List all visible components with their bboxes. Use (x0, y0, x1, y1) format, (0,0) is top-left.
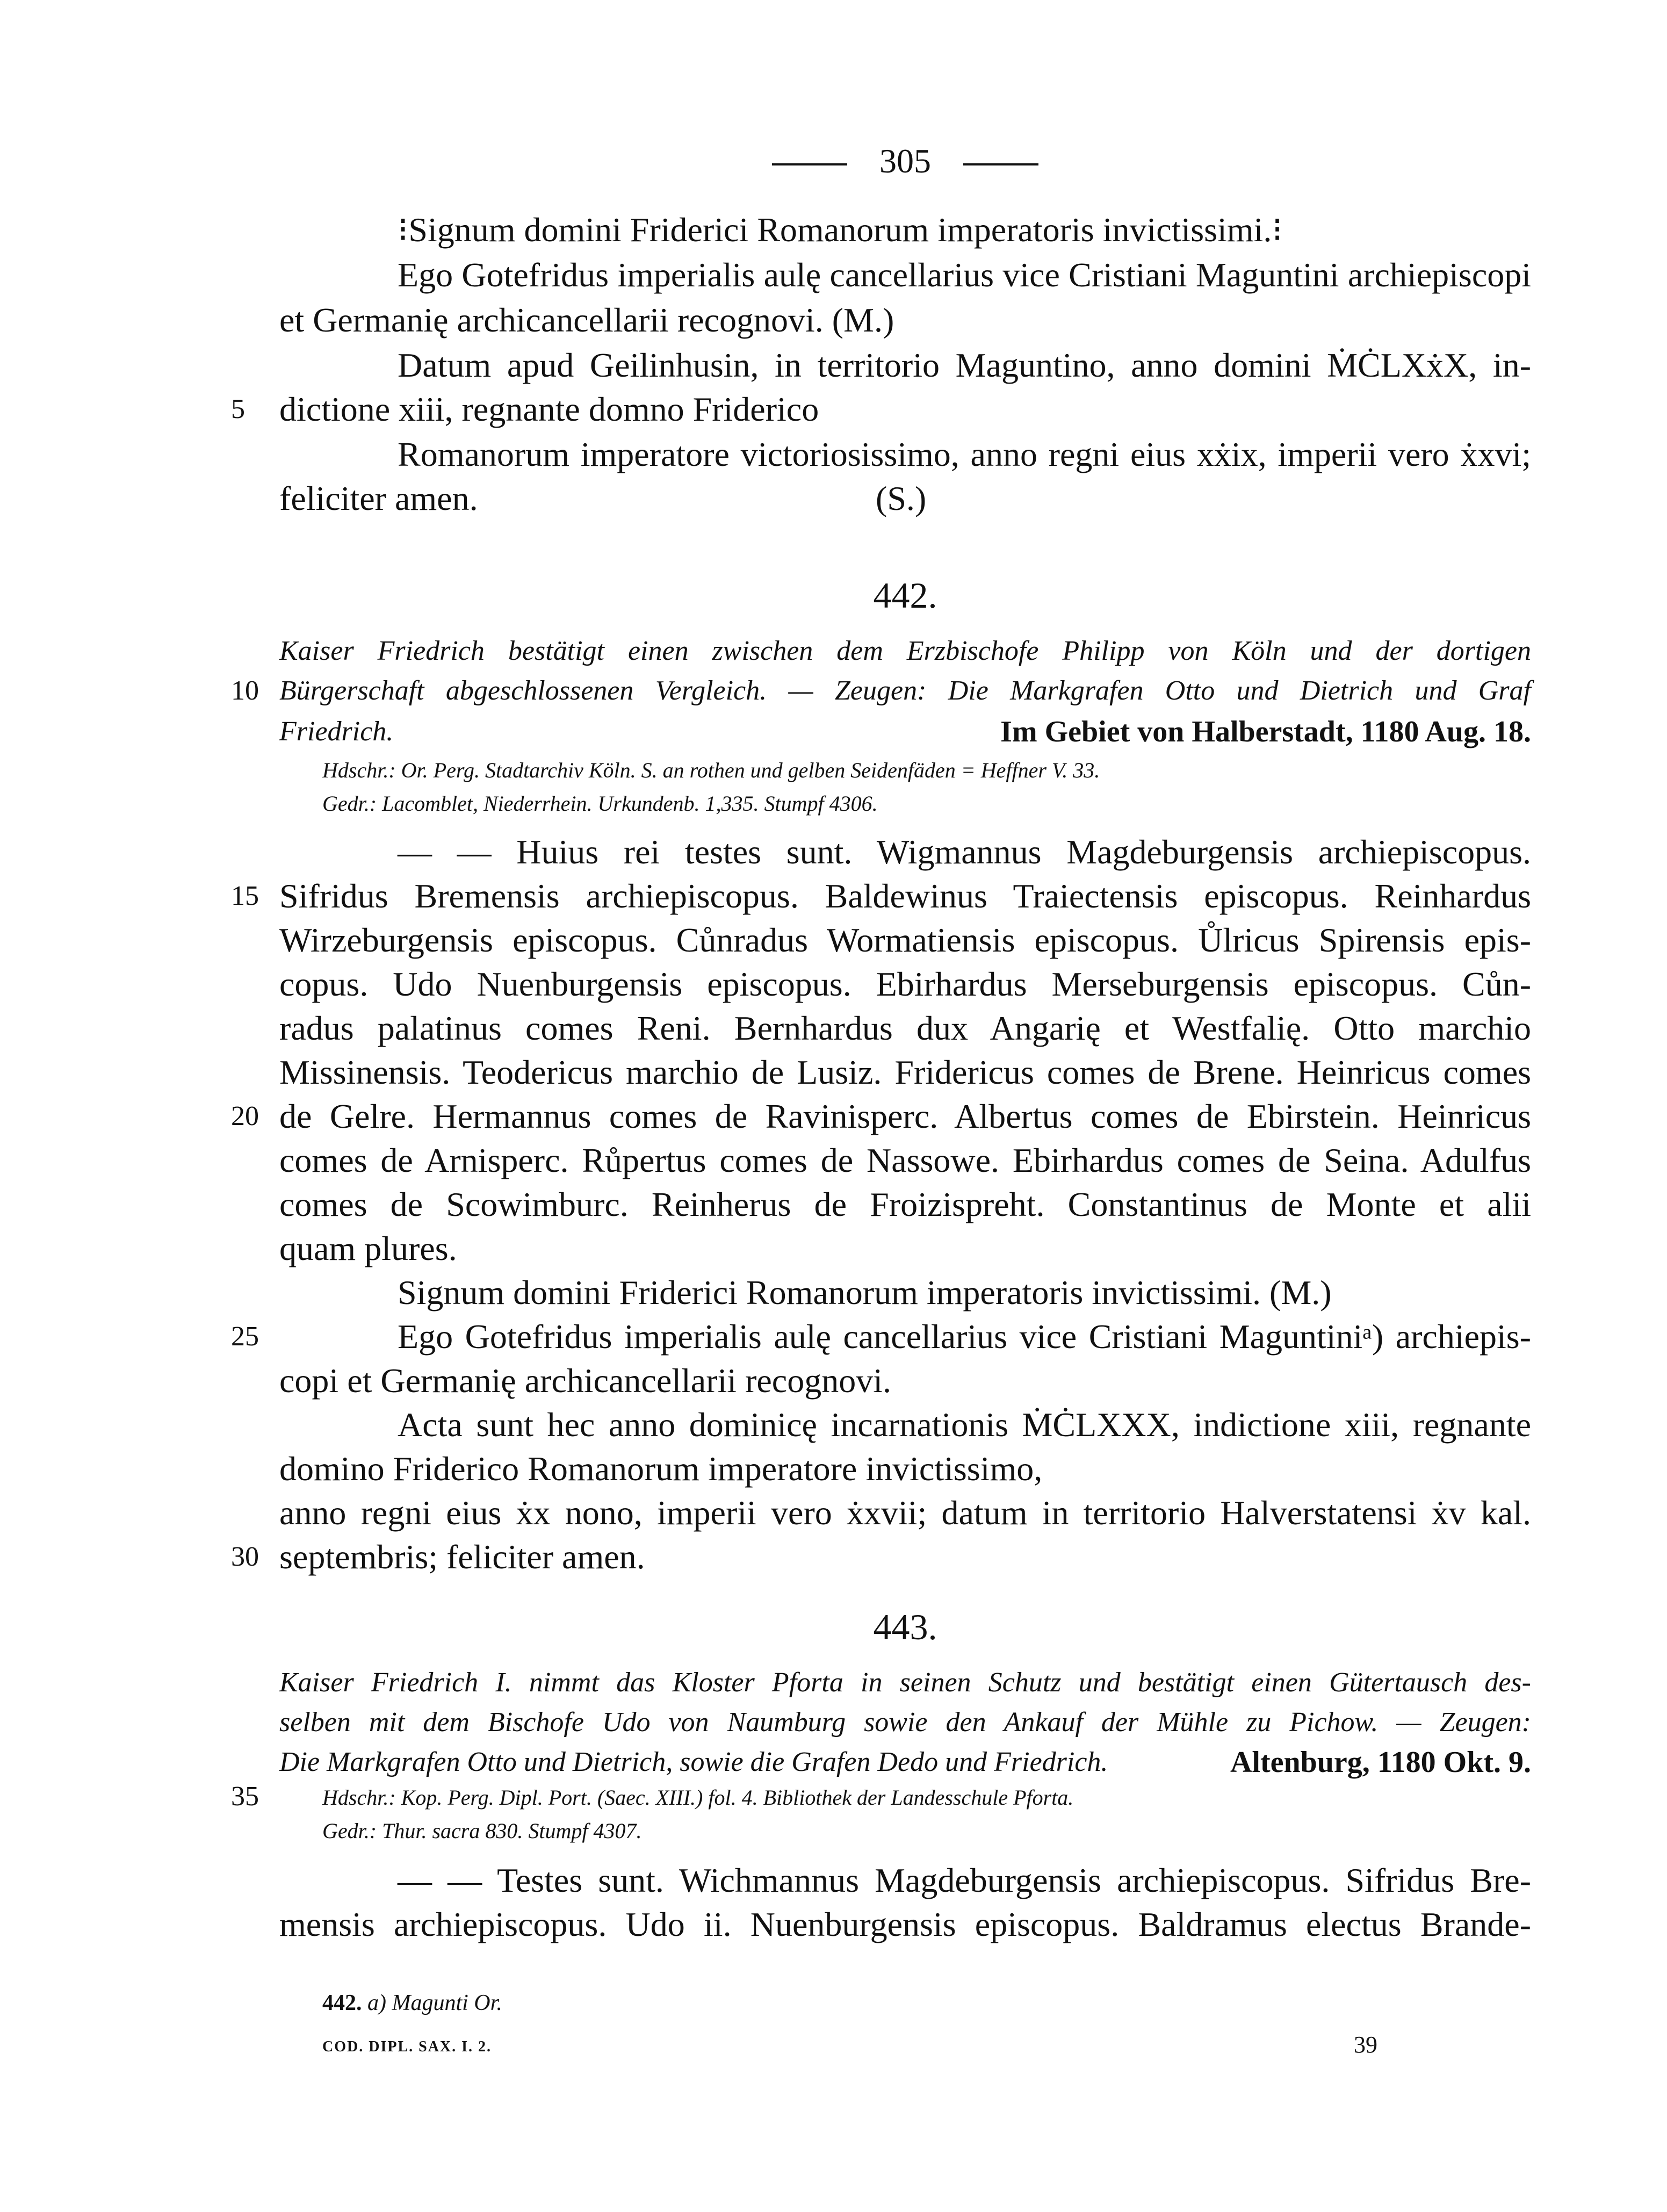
regest-line-last (279, 715, 1531, 749)
text-line: domino Friderico Romanorum imperatore invictissimo, (279, 1450, 1043, 1488)
text-line: Signum domini Friderici Romanorum imperatoris invictissimi. (M.) (398, 1273, 1332, 1312)
line-number: 15 (231, 881, 259, 911)
regest-line: Bürgerschaft abgeschlossenen Vergleich. — Zeugen: Die Markgrafen Otto und Dietrich und Graf (279, 675, 1531, 706)
page-header (279, 140, 1531, 183)
signature-left: COD. DIPL. SAX. I. 2. (322, 2038, 492, 2055)
line-number: 30 (231, 1541, 259, 1572)
text-line: anno regni eius ẋx nono, imperii vero ẋxvii; datum in territorio Halverstatensi ẋv kal. (279, 1494, 1531, 1532)
regest-line: Kaiser Friedrich I. nimmt das Kloster Pforta in seinen Schutz und bestätigt einen Gütertausch des- (279, 1667, 1531, 1698)
place-date: Altenburg, 1180 Okt. 9. (1230, 1746, 1531, 1779)
text-line: dictione xiii, regnante domno Friderico (279, 390, 819, 428)
regest-line: Kaiser Friedrich bestätigt einen zwischen dem Erzbischofe Philipp von Köln und der dortigen (279, 636, 1531, 666)
seal-mark: (S.) (876, 479, 927, 517)
line-number: 20 (231, 1101, 259, 1132)
page-number: 305 (879, 142, 931, 180)
text-line: Wirzeburgensis episcopus. Cůnradus Wormatiensis episcopus. Ůlricus Spirensis epis- (279, 921, 1531, 959)
text-line: comes de Scowimburc. Reinherus de Froizispreht. Constantinus de Monte et alii (279, 1185, 1531, 1223)
text-line: radus palatinus comes Reni. Bernhardus dux Angarię et Westfalię. Otto marchio (279, 1009, 1531, 1047)
text-line: septembris; feliciter amen. (279, 1538, 645, 1576)
header-rule-right (963, 163, 1038, 165)
line-number: 10 (231, 675, 259, 706)
text-line: comes de Arnisperc. Růpertus comes de Nassowe. Ebirhardus comes de Seina. Adulfus (279, 1141, 1531, 1179)
signature-right: 39 (1354, 2031, 1377, 2058)
text-line: Acta sunt hec anno dominicę incarnationis ṀĊLXXX, indictione xiii, regnante (398, 1406, 1531, 1444)
text-line: — — Testes sunt. Wichmannus Magdeburgensis archiepiscopus. Sifridus Bre- (398, 1861, 1531, 1899)
source-line: Hdschr.: Or. Perg. Stadtarchiv Köln. S. an rothen und gelben Seidenfäden = Heffner V. 33. (322, 758, 1100, 782)
document-number: 442. (873, 575, 937, 616)
regest-text: Die Markgrafen Otto und Dietrich, sowie die Grafen Dedo und Friedrich. (279, 1747, 1108, 1777)
place-date: Im Gebiet von Halberstadt, 1180 Aug. 18. (1000, 715, 1531, 748)
line-number: 25 (231, 1321, 259, 1352)
header-rule-left (772, 163, 847, 165)
text-line: copi et Germanię archicancellarii recognovi. (279, 1361, 891, 1400)
source-line: Gedr.: Lacomblet, Niederrhein. Urkundenb. 1,335. Stumpf 4306. (322, 791, 878, 816)
source-line: Gedr.: Thur. sacra 830. Stumpf 4307. (322, 1819, 642, 1843)
text-line: de Gelre. Hermannus comes de Ravinisperc. Albertus comes de Ebirstein. Heinricus (279, 1097, 1531, 1135)
footnote-ref: 442. (322, 1991, 362, 2015)
text-line: et Germanię archicancellarii recognovi. (M.) (279, 301, 894, 339)
text-line: ⁝Signum domini Friderici Romanorum imperatoris invictissimi.⁝ (398, 211, 1283, 249)
source-line: Hdschr.: Kop. Perg. Dipl. Port. (Saec. XIII.) fol. 4. Bibliothek der Landesschule Pforta. (322, 1785, 1074, 1810)
document-number: 443. (873, 1606, 937, 1647)
text-line: Ego Gotefridus imperialis aulę cancellarius vice Cristiani Maguntini archiepiscopi (398, 256, 1531, 294)
line-number: 35 (231, 1781, 259, 1812)
text-line: Sifridus Bremensis archiepiscopus. Baldewinus Traiectensis episcopus. Reinhardus (279, 877, 1531, 915)
text-line: Romanorum imperatore victoriosissimo, anno regni eius xẋix, imperii vero ẋxvi; (398, 435, 1531, 473)
text-line: Ego Gotefridus imperialis aulę cancellarius vice Cristiani Maguntiniᵃ) archiepis- (398, 1317, 1531, 1356)
text-line: copus. Udo Nuenburgensis episcopus. Ebirhardus Merseburgensis episcopus. Cůn- (279, 965, 1531, 1003)
text-line: quam plures. (279, 1229, 457, 1267)
regest-line-last (279, 1745, 1531, 1779)
text-line: Datum apud Geilinhusin, in territorio Maguntino, anno domini ṀĊLXẋX, in- (398, 346, 1531, 384)
text-line: — — Huius rei testes sunt. Wigmannus Magdeburgensis archiepiscopus. (398, 833, 1531, 871)
line-number: 5 (231, 394, 245, 424)
text-line: Missinensis. Teodericus marchio de Lusiz. Fridericus comes de Brene. Heinricus comes (279, 1053, 1531, 1091)
regest-line: selben mit dem Bischofe Udo von Naumburg sowie den Ankauf der Mühle zu Pichow. — Zeugen: (279, 1707, 1531, 1738)
footnote-text: a) Magunti Or. (367, 1991, 502, 2015)
regest-text: Friedrich. (279, 716, 394, 747)
footnote (322, 1988, 502, 2018)
text-line: feliciter amen. (279, 479, 478, 517)
text-line: mensis archiepiscopus. Udo ii. Nuenburgensis episcopus. Baldramus electus Brande- (279, 1905, 1531, 1943)
